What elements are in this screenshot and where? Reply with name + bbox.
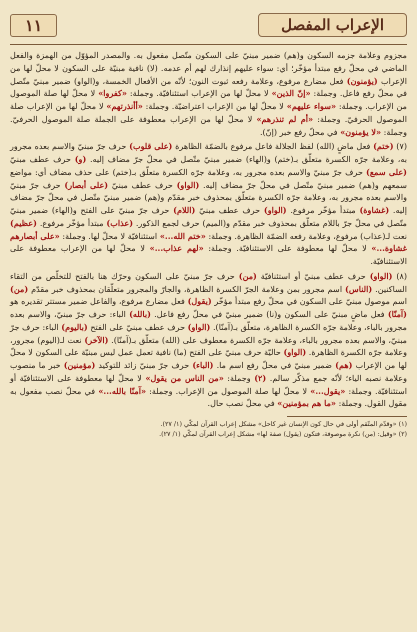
text-run: مجزوم وعلامة جزمه السكون و(هم) ضمير مبنيّ على السكون متّصل مفعول به. والمصدر المؤوّل من الهمزة والفعل الماضي في محلّ رفع مبتدأ مؤخّر؛ أي: سواء عليهم إنذارك لهم أم عدمه. (لا) نافية مبنيّة على السكون لا محلّ لها من الإعراب	[10, 50, 407, 86]
text-run: مبتدأ مؤخّر مرفوع.	[36, 217, 107, 228]
text-run: فعل ماضٍ (الله) لفظ الجلالة فاعل مرفوع بالضمّة الظاهرة	[172, 141, 374, 152]
text-run: في محلّ نصب مفعول به مقول القول. وجملة:	[10, 385, 407, 409]
highlight-term: (بالله)	[129, 309, 151, 319]
highlight-term: «يقول...»	[310, 385, 346, 396]
body-text	[10, 49, 407, 410]
highlight-term: (عظيم)	[10, 217, 37, 228]
text-run: (٧)	[393, 141, 408, 152]
text-run: الباء: حرف جرّ مبنيّ، والاسم بعده مجرور بالباء، وعلامة جرّه الكسرة معطوف على (الله) متعلّق بـ(آمنّا).	[10, 321, 407, 345]
running-title: الإعراب المفصل	[258, 13, 407, 37]
text-run: فعل مضارع مرفوع، والفاعل ضمير مستتر تقديره هو	[10, 296, 188, 307]
footnote-2: (٢) «وقيل: (من) نكرة موصوفة، فتكون (يقول) صفة لها» مشكل إعراب القرآن لمكّي (١/ ٢٧).	[159, 429, 407, 438]
text-run: ضمير مبنيّ في محلّ رفع اسم ما.	[213, 360, 336, 370]
text-run: الباء: حرف جرّ مبنيّ، والاسم بعده مجرور بالباء، وعلامة جرّه الكسرة الظاهرة، متعلّق بـ(آمنّا).	[10, 309, 408, 332]
text-run: حرف عطف مبنيّ	[195, 205, 264, 215]
highlight-term: (من)	[10, 283, 29, 294]
highlight-term: (الباء)	[192, 360, 214, 370]
footnote-divider	[287, 416, 407, 417]
highlight-term: «على أبصارهم غشاوة...»	[10, 230, 408, 254]
highlight-term: (الآخر)	[84, 334, 109, 345]
highlight-term: (على أبصار)	[64, 179, 109, 190]
highlight-term: (يؤمنون)	[346, 75, 378, 86]
highlight-term: «أأنذرتهم»	[106, 101, 143, 111]
page-number: ١١	[10, 14, 57, 37]
text-run: حرف عطف مبنيّ أو استئنافيّة	[256, 270, 370, 281]
highlight-term: (مؤمنين)	[63, 360, 96, 370]
highlight-term: (اللام)	[173, 205, 196, 215]
text-run: حرف جرّ مبنيّ والاسم بعده مجرور به، وعلامة جرّه الكسرة متعلّق بمحذوف خبر مقدّم و(هم) ضمير مبنيّ متّصل في محلّ جرّ مضاف إليه.	[10, 179, 407, 215]
highlight-term: (٢)	[254, 372, 267, 383]
footnotes	[10, 420, 407, 439]
text-run: حرف جرّ مبنيّ والاسم بعده مجرور به، وعلامة جرّه الكسرة متعلّق بـ(ختم) و(الهاء) ضمير مبنيّ متّصل في محلّ جرّ مضاف إليه.	[10, 141, 407, 164]
highlight-term: (الواو)	[369, 270, 393, 281]
text-run: نعت لـ(عذاب) مرفوع، وعلامة رفعه الضمّة الظاهرة. وجملة:	[205, 230, 407, 241]
text-run: لا محلّ لها من الإعراب معطوفة على الاستئنافيّة.	[10, 243, 407, 266]
text-run: لا محلّ لها صلة الموصول من الإعراب. وجملة:	[146, 385, 311, 396]
highlight-term: (يقول)	[187, 296, 212, 307]
text-run: لا محلّ لها معطوفة على الاستئنافيّة. وجملة:	[203, 243, 372, 254]
highlight-term: (آمنّا)	[387, 309, 407, 319]
highlight-term: (هم)	[335, 360, 353, 370]
text-run: استئنافيّة لا محلّ لها. وجملة:	[59, 230, 160, 241]
text-run: خبر ما منصوب وعلامة نصبه الياء؛ لأنّه جمع مذكّر سالم.	[10, 360, 407, 383]
text-run: حرف جرّ مبنيّ زائد للتوكيد	[95, 360, 193, 370]
text-run: لا محلّ لها من الإعراب صلة الموصول الحرفيّ. وجملة:	[10, 101, 407, 124]
highlight-term: (الناس)	[345, 283, 373, 294]
header-divider	[10, 44, 407, 45]
paragraph-3	[10, 270, 407, 410]
footnote-1: (١) «وقدّم المتّقم أولى في حال كون الإنسان غير كاحل» مشكل إعراب القرآن لمكّي (١/ ٢٧).	[160, 420, 407, 428]
highlight-term: «من الناس من يقول»	[145, 372, 224, 383]
text-run: حرف جرّ مبنيّ على الفتح و(الهاء) ضمير مبنيّ متّصل في محلّ جرّ باللام متعلّق بمحذوف خبر مقدّم و(الميم) حرف لجمع الذكور.	[10, 205, 407, 228]
highlight-term: «لا يؤمنون»	[340, 126, 382, 137]
highlight-term: «ختم الله...»	[159, 230, 206, 241]
highlight-term: (غشاوة)	[359, 205, 390, 215]
highlight-term: «آمنّا بالله...»	[98, 385, 147, 396]
highlight-term: (الواو)	[176, 179, 200, 190]
paragraph-2	[10, 140, 407, 268]
text-run: في محلّ نصب حال.	[207, 398, 278, 409]
highlight-term: (على قلوب)	[129, 141, 173, 152]
text-run: حرف جرّ مبنيّ والاسم بعده مجرور به، وعلامة جرّه الكسرة متعلّق بـ(ختم) على حذف مضاف أي: مواضع سمعهم و(هم) ضمير مبنيّ متّصل في محلّ جرّ مضاف إليه.	[10, 166, 407, 190]
highlight-term: «سواء عليهم»	[286, 101, 337, 111]
text-run: لا محلّ لها من الإعراب اعتراضيّة. وجملة:	[142, 101, 287, 111]
highlight-term: (الواو)	[187, 321, 211, 332]
text-run: مبتدأ مؤخّر مرفوع.	[286, 205, 360, 215]
highlight-term: (على سمع)	[366, 166, 407, 177]
text-run: حرف عطف مبنيّ	[10, 154, 75, 164]
text-run: حاليّة حرف مبنيّ على الفتح (ما) نافية تعمل عمل ليس مبنيّة على السكون لا محلّ لها من الإعراب	[10, 347, 408, 370]
highlight-term: (ختم)	[373, 141, 394, 152]
text-run: في محلّ رفع خبر (إنّ).	[259, 126, 341, 137]
highlight-term: (من)	[238, 270, 257, 281]
text-run: فعل ماضٍ مبنيّ على السكون و(نا) ضمير مبنيّ في محلّ رفع فاعل.	[150, 309, 388, 319]
text-run: اسم موصول مبنيّ على السكون في محلّ رفع مبتدأ مؤخّر	[211, 296, 407, 307]
highlight-term: «إنّ الذين»	[271, 88, 311, 99]
highlight-term: (عذاب)	[106, 217, 134, 228]
highlight-term: «لهم عذاب...»	[149, 243, 204, 254]
text-run: (٨)	[392, 270, 408, 281]
text-run: حرف عطف مبنيّ على الفتح	[87, 321, 188, 332]
text-run: لا محلّ لها من الإعراب استئنافيّة. وجملة:	[126, 88, 272, 99]
text-run: اسم مجرور بمن وعلامة الجرّ الكسرة الظاهرة، والجارّ والمجرور متعلّقان بمحذوف خبر مقدّم	[28, 283, 346, 294]
text-run: نعت لـ(اليوم) مجرور، وعلامة جرّه الكسرة الظاهرة.	[10, 334, 407, 358]
highlight-term: (باليوم)	[61, 321, 88, 332]
text-run: لا محلّ لها من الإعراب معطوفة على الجملة صلة الموصول الحرفيّ. وجملة:	[10, 113, 407, 137]
page-header	[10, 8, 407, 42]
highlight-term: (الواو)	[263, 205, 287, 215]
highlight-term: «كفروا»	[98, 88, 127, 99]
text-run: حرف جرّ مبنيّ على السكون وحرّك هنا بالفتح للتخلّص من التقاء الساكنين.	[10, 270, 407, 294]
text-run: لا محلّ لها صلة الموصول من الإعراب. وجملة:	[10, 88, 407, 111]
text-run: لا محلّ لها معطوفة على الاستئنافيّة أو استئنافيّة. وجملة:	[10, 372, 407, 396]
highlight-term: (و)	[74, 154, 87, 164]
text-run: فعل مضارع مرفوع، وعلامة رفعه ثبوت النون؛ لأنّه من الأفعال الخمسة، و(الواو) ضمير مبنيّ متّصل في محلّ رفع فاعل. وجملة:	[10, 75, 407, 99]
highlight-term: «ما هم بمؤمنين»	[277, 398, 336, 409]
highlight-term: «أم لم تنذرهم»	[256, 113, 314, 124]
paragraph-1	[10, 49, 407, 138]
text-run: وجملة:	[223, 372, 255, 383]
highlight-term: (الواو)	[283, 347, 307, 358]
text-run: حرف عطف مبنيّ	[108, 179, 177, 190]
